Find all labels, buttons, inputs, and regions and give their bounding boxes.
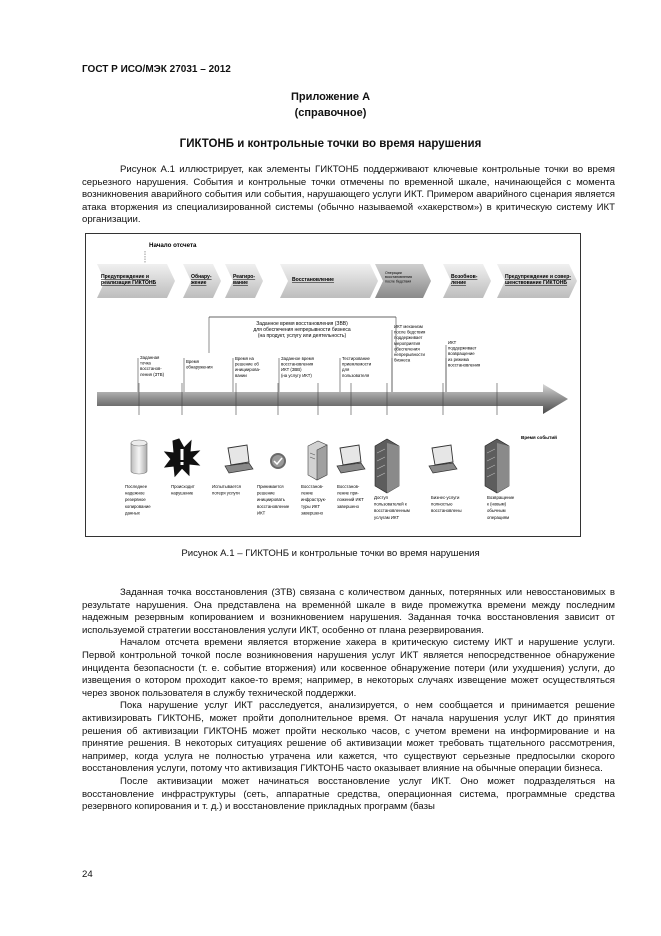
body-text — [82, 587, 615, 814]
paragraph: Заданная точка восстановления (ЗТВ) связана с количеством данных, потерянных или невосстановимых в результате нарушения. Она представлена на временнóй шкале в виде промежутка времени между последним надежным резервным копированием и возникновением нарушения. Заданная точка восстановления зависит от используемой стратегии восстановления услуги ИКТ, особенно от плана резервирования. — [82, 587, 615, 636]
event-label: Испытывается потеря услуги — [212, 484, 241, 496]
intro-text: Рисунок А.1 иллюстрирует, как элементы ГИКТОНБ поддерживают ключевые контрольные точки во время серьезного нарушения. События и контрольные точки отмечены по временной шкале, начинающейся с момента возникновения аварийного события или события, нарушающего услуги ИКТ. Примером аварийного сценария является атака вторжения из специализированной системы (обычно называемой «хакерством») в критическую систему ИКТ организации. — [82, 164, 615, 226]
intro-paragraph — [82, 164, 615, 227]
milestone-label: Тестирование приемлемости для пользователя — [342, 356, 372, 378]
paragraph: Пока нарушение услуг ИКТ расследуется, анализируется, о нем сообщается и принимается решение активизировать ГИКТОНБ, может пройти дополнительное время. От начала нарушения услуг ИКТ до принятия решения об активизации ГИКТОНБ может пройти несколько часов, с учетом времени на информирование и на принятие решения. В некоторых ситуациях решение об активизации может требовать тщательного рассмотрения, например, когда услуга не полностью утрачена или кажется, что существуют серьезные предпосылки скорого восстановления услуги, потому что активизация ГИКТОНБ часто оказывает влияние на обычные операции бизнеса. — [82, 700, 615, 775]
milestone-label: ИКТ поддерживает возвращение из режима восстановления — [448, 340, 481, 368]
phase-label: Предупреждение и совер-шенствование ГИКТОНБ — [505, 274, 572, 287]
event-label: Принимается решение инициировать восстановление ИКТ — [257, 484, 290, 516]
building-icon — [485, 439, 509, 493]
paragraph: После активизации может начинаться восстановление услуг ИКТ. Оно может подразделяться на восстановление инфраструктуры (сеть, аппаратные средства, операционная система, программные средства резервного копирования и т. д.) и восстановление прикладных программ (базы — [82, 775, 615, 813]
start-label: Начало отсчета — [149, 242, 197, 249]
phase-label: Обнару-жение — [191, 274, 212, 287]
event-label: Доступ пользователей к восстановленным услугам ИКТ — [374, 495, 410, 520]
event-label: Последнее надежное резервное копирование данных — [125, 484, 151, 516]
milestone-label: Заданная точка восстанов-ления (ЗТВ) — [140, 355, 165, 377]
milestone-label: Заданное время восстановления ИКТ (ЗВВ) (на услугу ИКТ) — [281, 356, 314, 378]
document-header: ГОСТ Р ИСО/МЭК 27031 – 2012 — [82, 64, 231, 75]
timeline-label: Время событий — [521, 435, 557, 440]
phase-label: Предупреждение и реализация ГИКТОНБ — [101, 274, 157, 287]
server-icon — [308, 441, 327, 480]
appendix-title: Приложение А — [290, 91, 371, 103]
event-label: Восстанов-ление при-ложений ИКТ завершено — [337, 484, 364, 509]
milestone-label: Время обнаружения — [186, 359, 213, 370]
event-label: Бизнес-услуги полностью восстановлены — [431, 495, 462, 514]
milestone-label: Время на решение об инициирова-вании — [235, 356, 261, 378]
milestone-label: ИКТ механизм после бедствия поддерживает мероприятия обеспечения непрерывности бизнеса — [394, 324, 426, 363]
section-title: ГИКТОНБ и контрольные точки во время нарушения — [179, 138, 482, 150]
event-label: Происходит нарушение — [171, 484, 195, 496]
rto-label — [253, 321, 351, 339]
figure-a1 — [85, 233, 581, 537]
paragraph: Началом отсчета времени является вторжение хакера в критическую систему ИКТ и нарушение услуги. Первой контрольной точкой после возникновения нарушения услуг ИКТ является непосредственное обнаружение инцидента безопасности (т. е. событие вторжения) или косвенное обнаружение потери (или ухудшения) услуги, до извещения о котором проходит какое-то время; например, в некоторых случаях извещение может осуществляться через звонок пользователя в службу технической поддержки. — [82, 637, 615, 699]
figure-caption: Рисунок А.1 – ГИКТОНБ и контрольные точки во время нарушения — [181, 548, 480, 559]
building-icon — [375, 439, 399, 493]
event-label: Восстанов-ление инфраструк-туры ИКТ завершено — [301, 484, 327, 516]
phase-label: Восстановление — [292, 277, 335, 283]
appendix-subtitle: (справочное) — [294, 107, 367, 119]
database-icon — [131, 440, 147, 474]
page-number: 24 — [82, 869, 93, 880]
phase-label: Операции восстановления после бедствия — [385, 271, 412, 284]
phase-label: Реагиро-вание — [233, 274, 256, 287]
event-label: Возвращение к (новым) обычным операциям — [487, 495, 515, 520]
rto-label-text: Заданное время восстановления (ЗВВ) для обеспечения непрерывности бизнеса (на продукт, услугу или деятельность) — [253, 321, 351, 339]
phase-label: Возобнов-ление — [451, 274, 478, 287]
checkmark-icon — [270, 453, 286, 469]
